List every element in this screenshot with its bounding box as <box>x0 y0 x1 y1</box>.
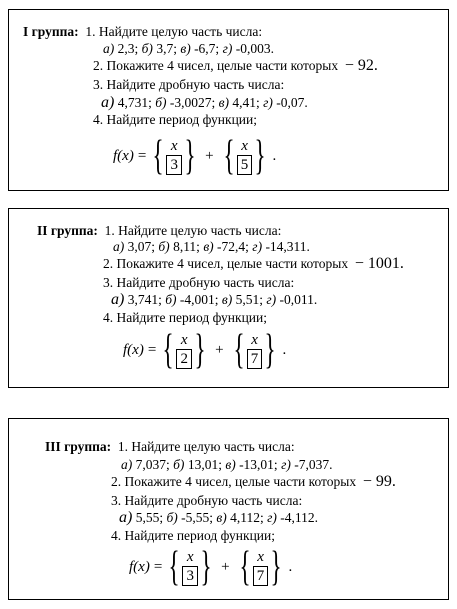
option-label: а) <box>113 239 125 254</box>
left-brace: { <box>223 133 235 179</box>
task-3-text: 3. Найдите дробную часть числа: <box>111 493 303 508</box>
option-value: 7,037; <box>132 457 174 472</box>
option-value: -5,55; <box>177 510 217 525</box>
option-value: -3,0027; <box>166 95 219 110</box>
option-label: г) <box>222 41 233 56</box>
group-3-task1-row <box>45 439 295 455</box>
option-value: 4,731; <box>114 95 156 110</box>
formula-eq: = <box>153 558 163 575</box>
formula-fx: f(x) <box>129 558 150 575</box>
fraction <box>253 548 269 586</box>
numerator: x <box>170 138 178 154</box>
formula-eq: = <box>137 147 147 164</box>
right-brace: } <box>270 544 282 590</box>
option-label: б) <box>173 457 185 472</box>
task-4-text: 4. Найдите период функции; <box>93 112 257 127</box>
task-1-values <box>121 457 332 473</box>
function-formula <box>123 324 286 376</box>
option-label: б) <box>155 95 167 110</box>
option-label: б) <box>166 510 178 525</box>
function-formula <box>113 130 276 182</box>
group-1-task1-row <box>23 24 262 40</box>
option-label: г) <box>281 457 291 472</box>
option-value: 3,07; <box>124 239 159 254</box>
task-2-row <box>103 256 404 272</box>
task-2-value: − 99. <box>362 473 396 490</box>
task-1-text: 1. Найдите целую часть числа: <box>104 223 282 238</box>
fraction <box>176 331 192 369</box>
option-label: б) <box>158 239 170 254</box>
group-2-task1-row <box>37 223 281 239</box>
option-value: -0,003. <box>232 41 274 56</box>
option-label: а) <box>103 41 115 56</box>
formula-end: . <box>288 558 293 575</box>
task-3-text: 3. Найдите дробную часть числа: <box>103 275 295 290</box>
option-label: в) <box>180 41 191 56</box>
task-4-text: 4. Найдите период функции; <box>103 310 267 325</box>
denominator: 2 <box>176 349 192 369</box>
option-label: в) <box>221 292 233 307</box>
task-4-text: 4. Найдите период функции; <box>111 528 275 543</box>
right-brace: } <box>264 327 276 373</box>
option-value: 13,01; <box>184 457 226 472</box>
task-3-values <box>119 510 318 526</box>
option-label: г) <box>252 239 263 254</box>
task-1-text: 1. Найдите целую часть числа: <box>117 439 295 454</box>
option-value: -7,037. <box>290 457 333 472</box>
option-value: 4,41; <box>229 95 264 110</box>
formula-plus: + <box>221 558 230 575</box>
fraction <box>182 548 198 586</box>
group-1-card <box>8 9 449 191</box>
task-2-row <box>111 474 396 490</box>
option-label: в) <box>203 239 214 254</box>
option-value: -14,311. <box>262 239 310 254</box>
option-label: г) <box>263 95 273 110</box>
option-label: г) <box>266 292 277 307</box>
fraction <box>247 331 263 369</box>
task-2-row <box>93 58 378 74</box>
option-value: -0,07. <box>272 95 308 110</box>
formula-end: . <box>282 341 287 358</box>
option-value: 2,3; <box>114 41 142 56</box>
option-label: а) <box>119 509 133 526</box>
right-brace: } <box>254 133 266 179</box>
option-value: -0,011. <box>276 292 318 307</box>
option-label: б) <box>165 292 177 307</box>
option-value: 5,55; <box>132 510 167 525</box>
formula-fx: f(x) <box>113 147 134 164</box>
denominator: 5 <box>237 155 253 175</box>
task-1-text: 1. Найдите целую часть числа: <box>85 24 263 39</box>
task-3-values <box>101 95 308 111</box>
right-brace: } <box>184 133 196 179</box>
denominator: 3 <box>182 566 198 586</box>
group-title: III группа: <box>45 439 112 454</box>
option-value: -6,7; <box>190 41 223 56</box>
option-value: -13,01; <box>235 457 282 472</box>
group-title: I группа: <box>23 24 79 39</box>
fraction <box>166 137 182 175</box>
option-label: г) <box>267 510 277 525</box>
left-brace: { <box>152 133 164 179</box>
left-brace: { <box>162 327 174 373</box>
option-value: -72,4; <box>213 239 253 254</box>
right-brace: } <box>194 327 206 373</box>
task-3-text: 3. Найдите дробную часть числа: <box>93 77 285 92</box>
denominator: 7 <box>253 566 269 586</box>
option-label: в) <box>225 457 236 472</box>
numerator: x <box>251 332 258 348</box>
right-brace: } <box>200 544 212 590</box>
formula-plus: + <box>215 341 224 358</box>
task-1-values <box>103 41 274 57</box>
option-value: 3,741; <box>124 292 166 307</box>
numerator: x <box>257 549 264 565</box>
task-1-values <box>113 239 310 255</box>
formula-end: . <box>272 147 277 164</box>
task-2-value: − 1001. <box>354 255 404 272</box>
group-2-card <box>8 208 449 388</box>
formula-eq: = <box>147 341 157 358</box>
option-value: 4,112; <box>226 510 268 525</box>
option-value: -4,112. <box>276 510 319 525</box>
option-label: а) <box>121 457 133 472</box>
numerator: x <box>180 332 188 348</box>
numerator: x <box>186 549 194 565</box>
task-3-values <box>111 292 317 308</box>
group-3-card <box>8 418 449 600</box>
left-brace: { <box>239 544 251 590</box>
option-value: -4,001; <box>176 292 222 307</box>
formula-fx: f(x) <box>123 341 144 358</box>
numerator: x <box>241 138 248 154</box>
option-label: в) <box>218 95 229 110</box>
function-formula <box>129 541 292 593</box>
denominator: 7 <box>247 349 263 369</box>
task-2-text: 2. Покажите 4 чисел, целые части которых <box>111 474 357 489</box>
left-brace: { <box>168 544 180 590</box>
option-value: 3,7; <box>152 41 181 56</box>
task-2-text: 2. Покажите 4 чисел, целые части которых <box>93 58 339 73</box>
option-value: 8,11; <box>169 239 204 254</box>
task-2-text: 2. Покажите 4 чисел, целые части которых <box>103 256 349 271</box>
formula-plus: + <box>205 147 214 164</box>
option-label: а) <box>111 291 125 308</box>
fraction <box>237 137 253 175</box>
option-label: б) <box>141 41 153 56</box>
option-label: а) <box>101 94 115 111</box>
left-brace: { <box>233 327 245 373</box>
task-2-value: − 92. <box>344 57 378 74</box>
option-label: в) <box>216 510 227 525</box>
group-title: II группа: <box>37 223 98 238</box>
option-value: 5,51; <box>232 292 267 307</box>
denominator: 3 <box>166 155 182 175</box>
